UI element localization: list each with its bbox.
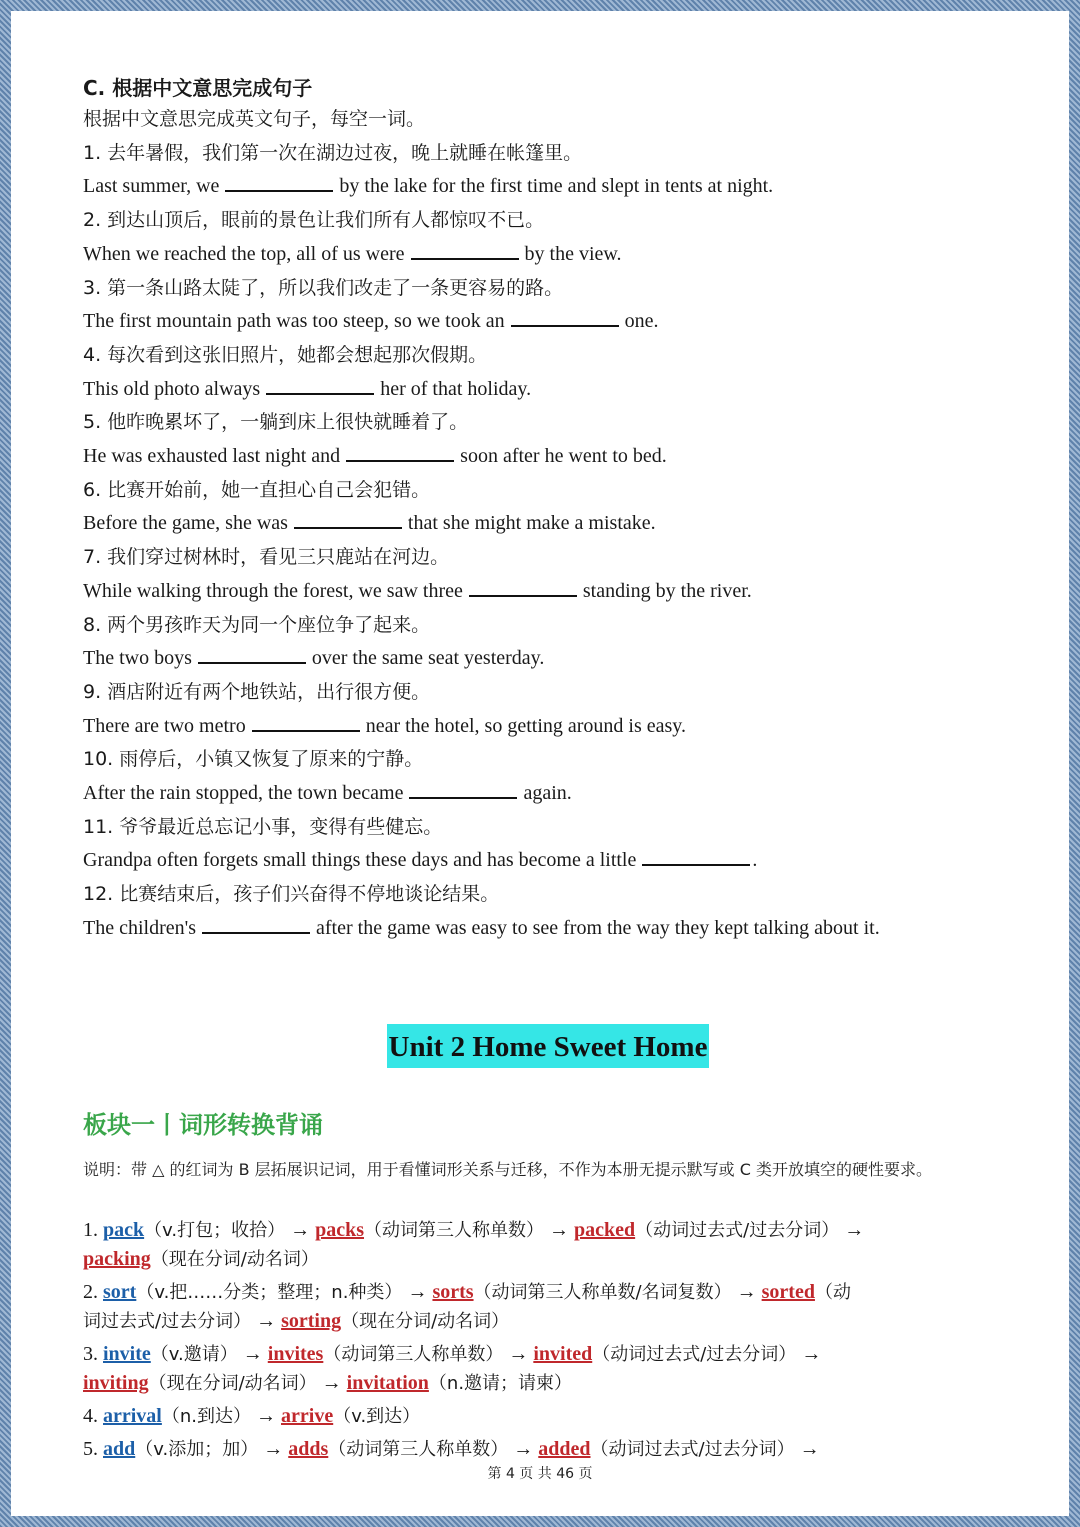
vocab-text: 2.	[83, 1281, 103, 1303]
vocab-derived-word: packed	[574, 1219, 636, 1241]
vocab-headword: arrival	[103, 1405, 162, 1427]
vocab-list	[83, 1216, 1013, 1468]
sentence-en-before: Grandpa often forgets small things these days and has become a little	[83, 849, 637, 872]
sentence-en-after: again.	[523, 782, 572, 805]
vocab-derived-word: packs	[315, 1219, 365, 1241]
vocab-gloss: （动词第三人称单数）	[364, 1220, 545, 1241]
answer-blank[interactable]	[346, 459, 454, 462]
sentence-list	[83, 137, 1013, 946]
vocab-derived-word: sorting	[281, 1310, 342, 1332]
vocab-gloss: （v.到达）	[333, 1406, 421, 1427]
section-c-title: C. 根据中文意思完成句子	[83, 76, 313, 100]
vocab-line	[83, 1216, 1013, 1245]
sentence-en-before: There are two metro	[83, 714, 246, 737]
sentence-cn: 12. 比赛结束后，孩子们兴奋得不停地谈论结果。	[83, 883, 500, 906]
sentence-en-before: Before the game, she was	[83, 512, 288, 535]
vocab-headword: add	[103, 1438, 136, 1460]
sentence-en-after: by the view.	[524, 242, 622, 265]
vocab-text: →	[251, 1405, 282, 1427]
vocab-derived-word: invitation	[346, 1372, 429, 1394]
sentence-en	[83, 373, 1013, 407]
sentence-en-after: her of that holiday.	[380, 377, 532, 400]
sentence-en-after: standing by the river.	[582, 579, 752, 602]
sentence-en	[83, 912, 1013, 946]
vocab-text: →	[503, 1343, 534, 1365]
sentence-en-after: near the hotel, so getting around is easy.	[365, 714, 686, 737]
vocab-text: →	[285, 1219, 316, 1241]
vocab-headword: invite	[103, 1343, 151, 1365]
sentence-cn: 9. 酒店附近有两个地铁站，出行很方便。	[83, 680, 431, 703]
document-page	[11, 11, 1069, 1516]
sentence-en	[83, 844, 1013, 878]
block-note: 说明：带 △ 的红词为 B 层拓展识记词，用于看懂词形关系与迁移，不作为本册无提示默写或 C 类开放填空的硬性要求。	[83, 1160, 932, 1179]
vocab-line	[83, 1402, 1013, 1431]
vocab-gloss: （v.打包；收拾）	[144, 1220, 286, 1241]
answer-blank[interactable]	[225, 189, 333, 192]
sentence-en	[83, 642, 1013, 676]
vocab-text: →	[508, 1438, 539, 1460]
vocab-gloss: （现在分词/动名词）	[150, 1249, 319, 1270]
sentence-en-after: .	[752, 849, 758, 872]
vocab-gloss: （动词过去式/过去分词）	[592, 1344, 797, 1365]
sentence-cn: 2. 到达山顶后，眼前的景色让我们所有人都惊叹不已。	[83, 209, 545, 232]
vocab-text: 4.	[83, 1405, 103, 1427]
sentence-cn: 1. 去年暑假，我们第一次在湖边过夜，晚上就睡在帐篷里。	[83, 141, 583, 164]
answer-blank[interactable]	[411, 257, 519, 260]
answer-blank[interactable]	[294, 526, 402, 529]
vocab-gloss: （动词过去式/过去分词）	[635, 1220, 840, 1241]
sentence-en-before: This old photo always	[83, 377, 261, 400]
vocab-gloss: （现在分词/动名词）	[341, 1311, 510, 1332]
vocab-text: →	[316, 1372, 347, 1394]
sentence-cn: 7. 我们穿过树林时，看见三只鹿站在河边。	[83, 546, 450, 569]
sentence-cn: 5. 他昨晚累坏了，一躺到床上很快就睡着了。	[83, 411, 469, 434]
sentence-en-before: The two boys	[83, 647, 192, 670]
sentence-en-before: When we reached the top, all of us were	[83, 242, 405, 265]
sentence-en	[83, 170, 1013, 204]
unit-heading-wrap	[83, 1024, 1013, 1068]
vocab-gloss: （n.邀请；请柬）	[428, 1373, 573, 1394]
vocab-gloss: （n.到达）	[161, 1406, 252, 1427]
vocab-gloss: （动词第三人称单数）	[328, 1439, 509, 1460]
vocab-text: →	[544, 1219, 575, 1241]
sentence-en-after: that she might make a mistake.	[407, 512, 656, 535]
vocab-text: →	[796, 1343, 822, 1365]
vocab-gloss: （动词第三人称单数/名词复数）	[473, 1282, 732, 1303]
answer-blank[interactable]	[202, 931, 310, 934]
sentence-cn: 3. 第一条山路太陡了，所以我们改走了一条更容易的路。	[83, 276, 564, 299]
vocab-derived-word: invited	[533, 1343, 593, 1365]
vocab-gloss: （动词过去式/过去分词）	[590, 1439, 795, 1460]
answer-blank[interactable]	[409, 796, 517, 799]
sentence-en-before: While walking through the forest, we saw three	[83, 579, 463, 602]
page-footer: 第 4 页 共 46 页	[487, 1466, 593, 1482]
vocab-text: →	[258, 1438, 289, 1460]
vocab-text: →	[402, 1281, 433, 1303]
unit-title: Unit 2 Home Sweet Home	[387, 1024, 710, 1068]
sentence-en	[83, 710, 1013, 744]
sentence-en	[83, 507, 1013, 541]
sentence-en-before: The first mountain path was too steep, so we took an	[83, 310, 505, 333]
answer-blank[interactable]	[469, 594, 577, 597]
vocab-text: →	[731, 1281, 762, 1303]
vocab-text: →	[237, 1343, 268, 1365]
sentence-cn: 10. 雨停后，小镇又恢复了原来的宁静。	[83, 748, 424, 771]
vocab-derived-word: sorted	[761, 1281, 815, 1303]
vocab-text: →	[839, 1219, 865, 1241]
vocab-derived-word: adds	[288, 1438, 329, 1460]
sentence-en-before: He was exhausted last night and	[83, 445, 341, 468]
vocab-derived-word: invites	[267, 1343, 324, 1365]
vocab-gloss: （动词第三人称单数）	[323, 1344, 504, 1365]
page-content	[83, 73, 1013, 1460]
sentence-en	[83, 305, 1013, 339]
vocab-text: 3.	[83, 1343, 103, 1365]
block-title: 板块一丨词形转换背诵	[83, 1111, 323, 1139]
vocab-text: 5.	[83, 1438, 103, 1460]
vocab-text: 1.	[83, 1219, 103, 1241]
sentence-en-after: by the lake for the first time and slept in tents at night.	[339, 175, 774, 198]
vocab-derived-word: sorts	[432, 1281, 474, 1303]
answer-blank[interactable]	[511, 324, 619, 327]
vocab-line	[83, 1307, 1013, 1336]
vocab-line	[83, 1340, 1013, 1369]
sentence-en	[83, 575, 1013, 609]
answer-blank[interactable]	[642, 863, 750, 866]
answer-blank[interactable]	[252, 729, 360, 732]
vocab-gloss: （v.邀请）	[150, 1344, 238, 1365]
sentence-en-before: After the rain stopped, the town became	[83, 782, 404, 805]
sentence-en	[83, 777, 1013, 811]
vocab-text: →	[251, 1310, 282, 1332]
vocab-derived-word: inviting	[83, 1372, 149, 1394]
sentence-cn: 6. 比赛开始前，她一直担心自己会犯错。	[83, 478, 431, 501]
sentence-cn: 11. 爷爷最近总忘记小事，变得有些健忘。	[83, 815, 443, 838]
sentence-en-before: Last summer, we	[83, 175, 220, 198]
vocab-gloss: （现在分词/动名词）	[148, 1373, 317, 1394]
vocab-line	[83, 1369, 1013, 1398]
vocab-derived-word: arrive	[281, 1405, 334, 1427]
vocab-line	[83, 1435, 1013, 1464]
sentence-en	[83, 440, 1013, 474]
vocab-line	[83, 1278, 1013, 1307]
sentence-en-after: over the same seat yesterday.	[311, 647, 545, 670]
vocab-gloss: 词过去式/过去分词）	[83, 1311, 252, 1332]
vocab-gloss: （动	[814, 1282, 851, 1303]
sentence-en-after: soon after he went to bed.	[460, 445, 667, 468]
vocab-gloss: （v.添加；加）	[135, 1439, 259, 1460]
vocab-derived-word: added	[538, 1438, 591, 1460]
section-c-instruction: 根据中文意思完成英文句子，每空一词。	[83, 108, 426, 130]
sentence-en-before: The children's	[83, 916, 197, 939]
sentence-cn: 8. 两个男孩昨天为同一个座位争了起来。	[83, 613, 431, 636]
sentence-en-after: one.	[624, 310, 659, 333]
answer-blank[interactable]	[198, 661, 306, 664]
answer-blank[interactable]	[266, 392, 374, 395]
sentence-cn: 4. 每次看到这张旧照片，她都会想起那次假期。	[83, 343, 488, 366]
vocab-headword: pack	[103, 1219, 145, 1241]
sentence-en-after: after the game was easy to see from the way they kept talking about it.	[316, 916, 880, 939]
vocab-headword: sort	[103, 1281, 137, 1303]
vocab-text: →	[794, 1438, 820, 1460]
vocab-line	[83, 1245, 1013, 1274]
vocab-derived-word: packing	[83, 1248, 151, 1270]
vocab-gloss: （v.把……分类；整理；n.种类）	[136, 1282, 403, 1303]
sentence-en	[83, 238, 1013, 272]
